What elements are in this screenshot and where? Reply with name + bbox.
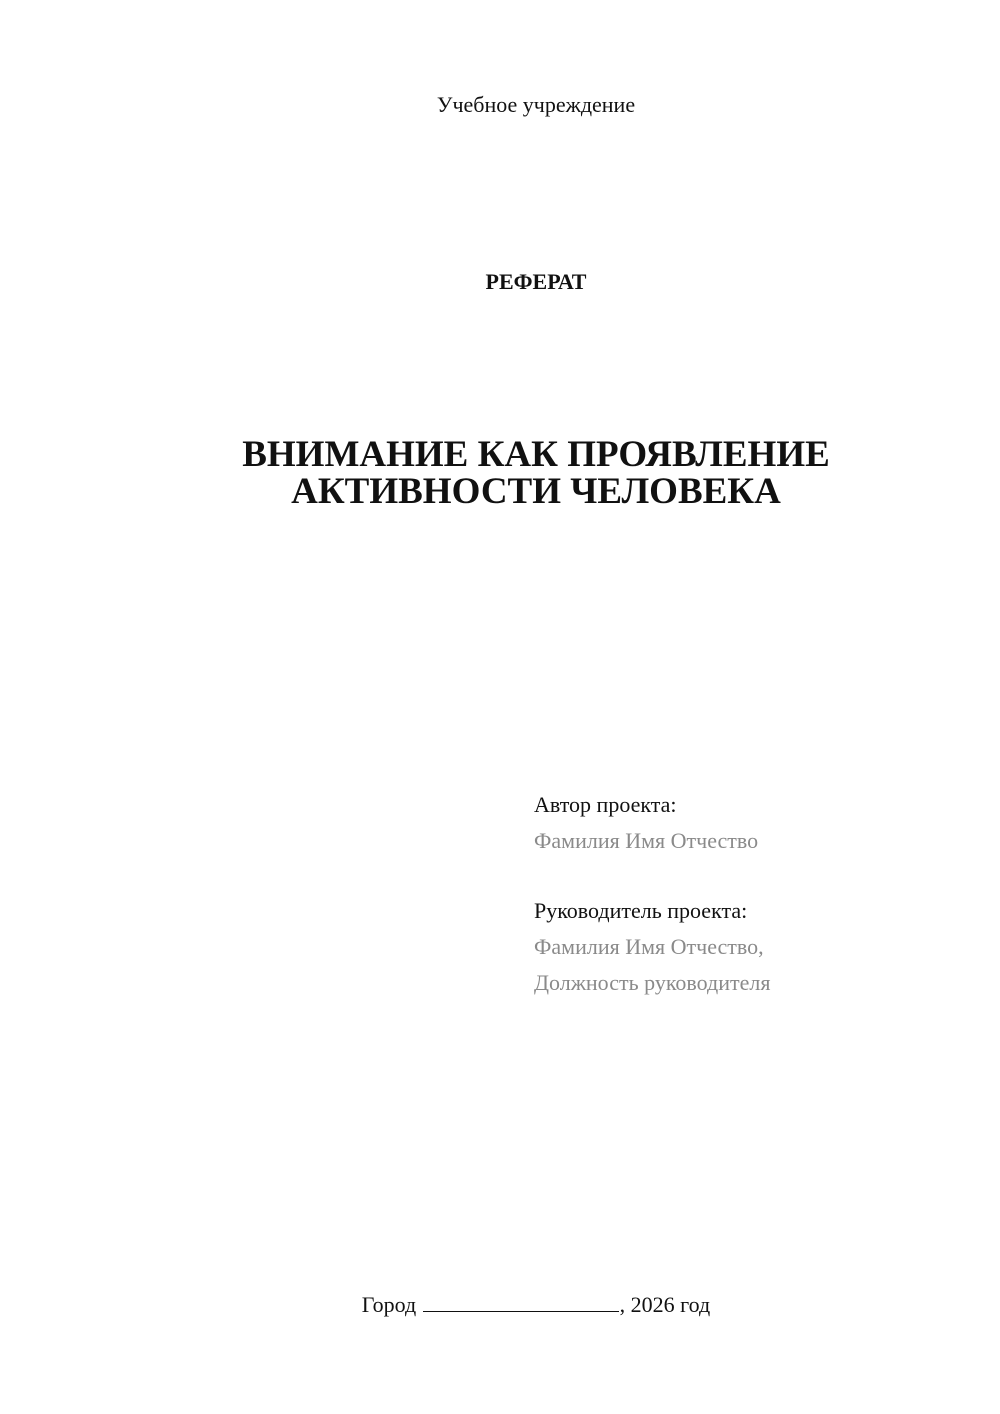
author-name: Фамилия Имя Отчество	[534, 828, 759, 853]
author-label: Автор проекта:	[534, 792, 677, 817]
supervisor-name: Фамилия Имя Отчество,	[534, 934, 764, 959]
project-info	[534, 787, 974, 1001]
city-label: Город	[361, 1292, 417, 1317]
topic-line-2: АКТИВНОСТИ ЧЕЛОВЕКА	[291, 471, 781, 512]
document-topic	[0, 436, 1000, 510]
supervisor-position: Должность руководителя	[534, 970, 771, 995]
topic-line-1: ВНИМАНИЕ КАК ПРОЯВЛЕНИЕ	[242, 434, 830, 475]
section-spacer	[534, 859, 974, 893]
supervisor-label: Руководитель проекта:	[534, 898, 748, 923]
institution-name: Учебное учреждение	[436, 92, 636, 117]
year-text: , 2026 год	[619, 1292, 711, 1317]
city-blank-line	[423, 1290, 619, 1312]
document-type: РЕФЕРАТ	[485, 269, 587, 294]
city-year-line	[0, 1290, 1000, 1320]
